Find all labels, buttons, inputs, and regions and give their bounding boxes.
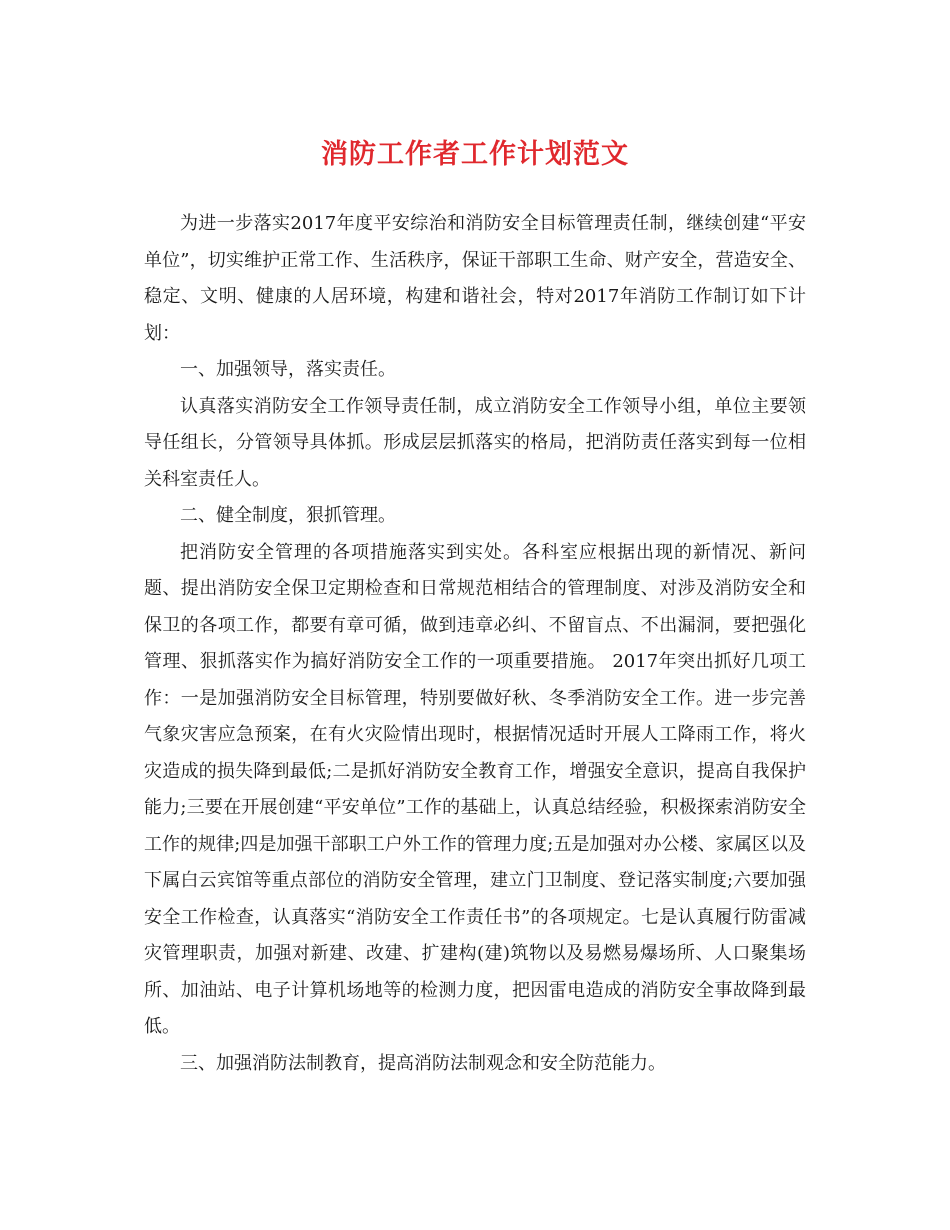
section-heading-3: 三、加强消防法制教育，提高消防法制观念和安全防范能力。 [180, 1052, 666, 1074]
document-title: 消防工作者工作计划范文 [321, 139, 629, 170]
paragraph-intro: 为进一步落实2017年度平安综治和消防安全目标管理责任制，继续创建“平安单位”，切实维护正常工作、生活秩序，保证干部职工生命、财产安全，营造安全、稳定、文明、健康的人居环境，构建和谐社会，特对2017年消防工作制订如下计划： [144, 213, 806, 344]
paragraph-section-1: 认真落实消防安全工作领导责任制，成立消防安全工作领导小组，单位主要领导任组长，分管领导具体抓。形成层层抓落实的格局，把消防责任落实到每一位相关科室责任人。 [144, 395, 806, 490]
document-body [144, 206, 806, 1082]
paragraph-section-2: 把消防安全管理的各项措施落实到实处。各科室应根据出现的新情况、新问题、提出消防安全保卫定期检查和日常规范相结合的管理制度、对涉及消防安全和保卫的各项工作，都要有章可循，做到违章必纠、不留盲点、不出漏洞，要把强化管理、狠抓落实作为搞好消防安全工作的一项重要措施。 2017年突出抓好几项工作：一是加强消防安全目标管理，特别要做好秋、冬季消防安全工作。进一步完善气象灾害应急预案，在有火灾险情出现时，根据情况适时开展人工降雨工作，将火灾造成的损失降到最低;二是抓好消防安全教育工作，增强安全意识，提高自我保护能力;三要在开展创建“平安单位”工作的基础上，认真总结经验，积极探索消防安全工作的规律;四是加强干部职工户外工作的管理力度;五是加强对办公楼、家属区以及下属白云宾馆等重点部位的消防安全管理，建立门卫制度、登记落实制度;六要加强安全工作检查，认真落实“消防安全工作责任书”的各项规定。七是认真履行防雷减灾管理职责，加强对新建、改建、扩建构(建)筑物以及易燃易爆场所、人口聚集场所、加油站、电子计算机场地等的检测力度，把因雷电造成的消防安全事故降到最低。 [144, 541, 807, 1037]
section-heading-1: 一、加强领导，落实责任。 [180, 359, 396, 380]
section-heading-2: 二、健全制度，狠抓管理。 [180, 505, 396, 526]
